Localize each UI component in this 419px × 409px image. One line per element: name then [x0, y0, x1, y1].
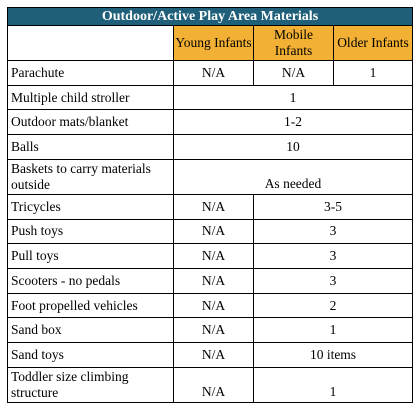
cell-young: N/A	[174, 343, 254, 368]
table-row	[8, 135, 413, 160]
cell-young: N/A	[174, 293, 254, 318]
cell-all: 1	[174, 85, 413, 110]
row-label: Toddler size climbing structure	[8, 368, 174, 403]
cell-young: N/A	[174, 194, 254, 219]
table-row	[8, 110, 413, 135]
row-label: Baskets to carry materials outside	[8, 159, 174, 194]
header-older-infants: Older Infants	[334, 26, 413, 61]
cell-all: 10	[174, 135, 413, 160]
row-label: Parachute	[8, 61, 174, 86]
cell-young: N/A	[174, 368, 254, 403]
row-label: Sand toys	[8, 343, 174, 368]
cell-all: As needed	[174, 159, 413, 194]
cell-mobile-older: 3	[254, 219, 413, 244]
table-row	[8, 219, 413, 244]
table-row	[8, 159, 413, 194]
cell-young: N/A	[174, 244, 254, 269]
row-label: Foot propelled vehicles	[8, 293, 174, 318]
table-row	[8, 343, 413, 368]
table-row	[8, 318, 413, 343]
cell-mobile-older: 1	[254, 368, 413, 403]
row-label: Balls	[8, 135, 174, 160]
cell-young: N/A	[174, 269, 254, 294]
header-young-infants: Young Infants	[174, 26, 254, 61]
table-row	[8, 269, 413, 294]
row-label: Outdoor mats/blanket	[8, 110, 174, 135]
table-row	[8, 85, 413, 110]
row-label: Tricycles	[8, 194, 174, 219]
cell-mobile-older: 3	[254, 269, 413, 294]
materials-table	[7, 7, 413, 403]
cell-older: 1	[334, 61, 413, 86]
table-row	[8, 244, 413, 269]
cell-mobile-older: 1	[254, 318, 413, 343]
header-row	[8, 26, 413, 61]
row-label: Scooters - no pedals	[8, 269, 174, 294]
row-label: Multiple child stroller	[8, 85, 174, 110]
cell-mobile-older: 3	[254, 244, 413, 269]
cell-mobile-older: 2	[254, 293, 413, 318]
cell-all: 1-2	[174, 110, 413, 135]
table-row	[8, 293, 413, 318]
table-row	[8, 368, 413, 403]
header-blank-cell	[8, 26, 174, 61]
table-title: Outdoor/Active Play Area Materials	[8, 8, 413, 26]
cell-young: N/A	[174, 61, 254, 86]
cell-young: N/A	[174, 219, 254, 244]
table-row	[8, 61, 413, 86]
cell-mobile-older: 10 items	[254, 343, 413, 368]
row-label: Pull toys	[8, 244, 174, 269]
cell-mobile-older: 3-5	[254, 194, 413, 219]
row-label: Push toys	[8, 219, 174, 244]
cell-young: N/A	[174, 318, 254, 343]
table-row	[8, 194, 413, 219]
row-label: Sand box	[8, 318, 174, 343]
header-mobile-infants: Mobile Infants	[254, 26, 334, 61]
title-row	[8, 8, 413, 26]
cell-mobile: N/A	[254, 61, 334, 86]
